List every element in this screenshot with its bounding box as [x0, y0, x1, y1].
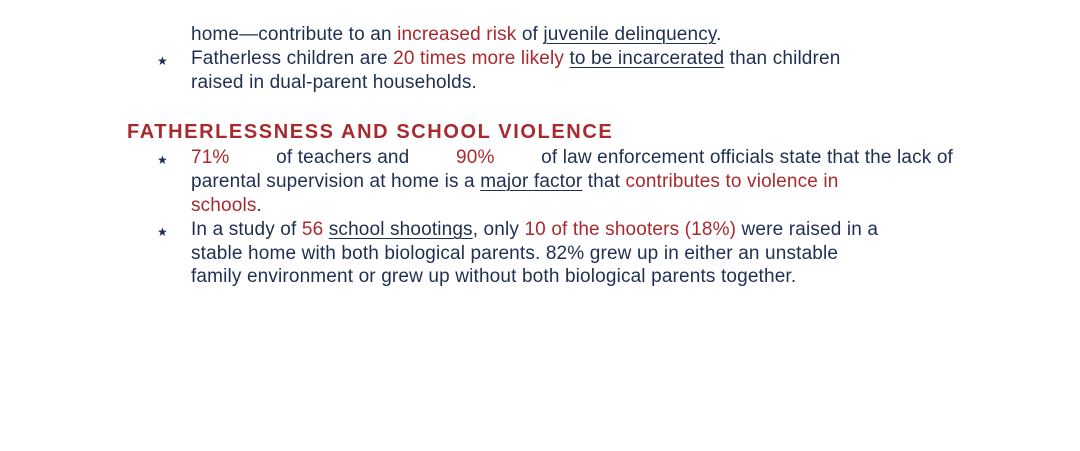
bullet-1-line-2 — [191, 170, 839, 193]
text-run: that — [582, 171, 626, 192]
text-run: . — [256, 195, 262, 216]
highlight-text: increased risk — [397, 24, 517, 45]
text-run: were raised in a — [736, 219, 879, 240]
text-run: parental supervision at home is a — [191, 171, 481, 192]
text-run: of law enforcement officials state that the lack of — [541, 147, 953, 168]
section-heading: FATHERLESSNESS AND SCHOOL VIOLENCE — [127, 121, 614, 143]
text-run: Fatherless children are — [191, 48, 394, 69]
bullet-a-line-1 — [191, 47, 840, 70]
intro-line — [191, 23, 722, 46]
bullet-1-line-1 — [191, 146, 953, 169]
highlight-text: 56 — [301, 219, 324, 240]
text-run: In a study of — [191, 219, 302, 240]
bullet-a-line-2: raised in dual-parent households. — [191, 72, 477, 93]
text-run: than children — [724, 48, 841, 69]
star-icon: ★ — [157, 54, 168, 68]
underlined-link-text[interactable]: juvenile delinquency — [543, 24, 717, 45]
text-run: of teachers and — [276, 147, 410, 168]
highlight-text: 90% — [456, 147, 495, 168]
bullet-2-line-3: family environment or grew up without both biological parents together. — [191, 266, 797, 287]
bullet-2-line-2: stable home with both biological parents. 82% grew up in either an unstable — [191, 243, 839, 264]
highlight-text: 71% — [191, 147, 230, 168]
underlined-link-text[interactable]: major factor — [480, 171, 583, 192]
text-run: . — [716, 24, 722, 45]
text-run: , only — [472, 219, 525, 240]
bullet-2-line-1 — [191, 218, 878, 241]
highlight-text: 20 times more likely — [393, 48, 565, 69]
underlined-link-text[interactable]: to be incarcerated — [569, 48, 725, 69]
star-icon: ★ — [157, 225, 168, 239]
underlined-link-text[interactable]: school shootings — [328, 219, 473, 240]
star-icon: ★ — [157, 153, 168, 167]
text-run: of — [516, 24, 544, 45]
text-run: home—contribute to an — [191, 24, 398, 45]
highlight-text: schools — [191, 195, 257, 216]
bullet-1-line-3 — [191, 194, 262, 217]
highlight-text: contributes to violence in — [625, 171, 839, 192]
highlight-text: 10 of the shooters (18%) — [524, 219, 737, 240]
